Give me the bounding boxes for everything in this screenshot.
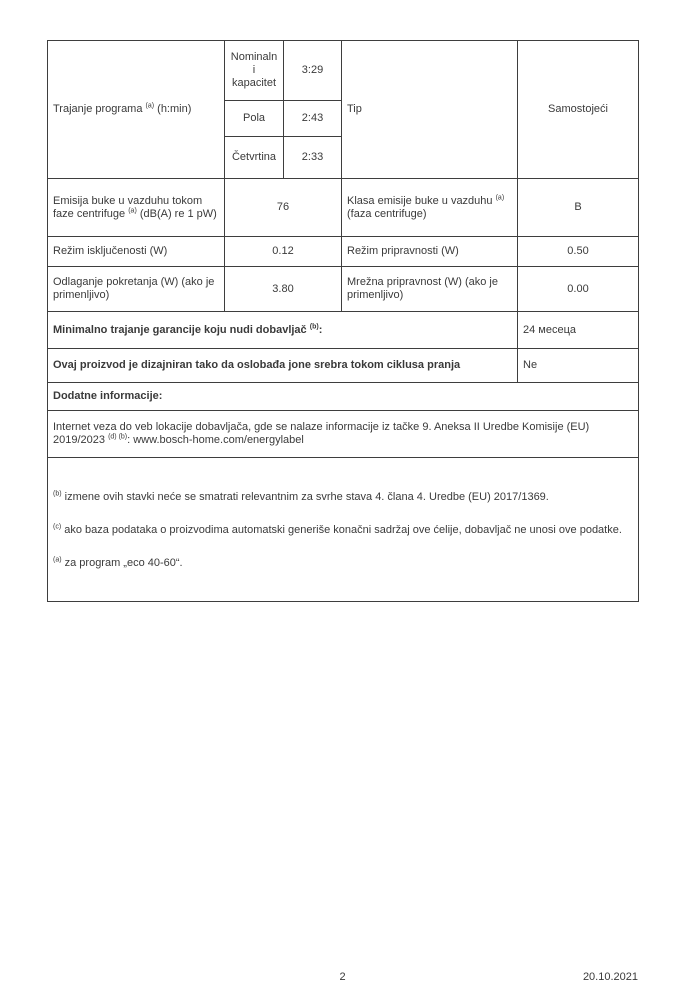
cell-noise-class-value: B [518, 179, 639, 237]
footnote-c [53, 523, 633, 537]
footnote-marker-b: (b) [53, 489, 62, 497]
page-number: 2 [339, 971, 346, 983]
table-row [48, 267, 639, 312]
table-row [48, 179, 639, 237]
footnote-a-text: za program „eco 40-60“. [61, 556, 183, 569]
cell-nominal-capacity-label: Nominalni kapacitet [225, 41, 284, 101]
cell-off-mode-value: 0.12 [225, 237, 342, 267]
internet-link-text: Internet veza do veb lokacije dobavljača, gde se nalaze informacije iz tačke 9. Aneksa II Uredbe Komisije (EU) 2019/2023 [53, 421, 590, 446]
cell-quarter-load-label: Četvrtina [225, 137, 284, 179]
cell-noise-emission-value: 76 [225, 179, 342, 237]
cell-delay-start-label: Odlaganje pokretanja (W) (ako je primenljivo) [48, 267, 225, 312]
footnote-c-text: ako baza podataka o proizvodima automatski generiše konačni sadržaj ove ćelije, dobavljač ne unosi ove podatke. [61, 523, 622, 536]
table-row [48, 458, 639, 602]
noise-emission-unit: (dB(A) re 1 pW) [136, 207, 217, 220]
cell-networked-standby-label: Mrežna pripravnost (W) (ako je primenljivo) [342, 267, 518, 312]
product-fiche-table [47, 40, 639, 602]
cell-silver-ions-label: Ovaj proizvod je dizajniran tako da oslobađa jone srebra tokom ciklusa pranja [48, 349, 518, 383]
footnote-marker-a: (a) [145, 102, 155, 110]
cell-networked-standby-value: 0.00 [518, 267, 639, 312]
table-row [48, 312, 639, 349]
footnote-a [53, 556, 633, 570]
cell-standby-mode-value: 0.50 [518, 237, 639, 267]
cell-guarantee-value: 24 месеца [518, 312, 639, 349]
cell-nominal-capacity-value: 3:29 [284, 41, 342, 101]
cell-noise-class-label [342, 179, 518, 237]
cell-half-load-label: Pola [225, 101, 284, 137]
noise-emission-text: Emisija buke u vazduhu tokom faze centrifuge [53, 194, 203, 220]
table-row [48, 41, 639, 101]
footnote-b [53, 490, 633, 504]
footnote-marker-b: (b) [309, 322, 319, 330]
cell-quarter-load-value: 2:33 [284, 137, 342, 179]
program-duration-text: Trajanje programa [53, 103, 146, 115]
footnote-marker-d-b: (d) (b) [108, 433, 128, 441]
footnote-marker-a: (a) [495, 193, 505, 201]
cell-off-mode-label: Režim isključenosti (W) [48, 237, 225, 267]
cell-half-load-value: 2:43 [284, 101, 342, 137]
cell-internet-link [48, 411, 639, 458]
table-row [48, 383, 639, 411]
cell-standby-mode-label: Režim pripravnosti (W) [342, 237, 518, 267]
footnote-marker-a: (a) [53, 555, 62, 563]
cell-noise-emission-label [48, 179, 225, 237]
cell-additional-info-header: Dodatne informacije: [48, 383, 639, 411]
footnote-marker-a: (a) [128, 206, 137, 214]
table-row [48, 237, 639, 267]
cell-guarantee-label [48, 312, 518, 349]
guarantee-colon: : [318, 323, 323, 336]
footer-date: 20.10.2021 [582, 971, 638, 983]
footnote-b-text: izmene ovih stavki neće se smatrati relevantnim za svrhe stava 4. člana 4. Uredbe (EU) 2017/1369. [61, 490, 549, 503]
cell-delay-start-value: 3.80 [225, 267, 342, 312]
guarantee-text: Minimalno trajanje garancije koju nudi dobavljač [53, 323, 310, 336]
noise-class-text: Klasa emisije buke u vazduhu [347, 194, 496, 207]
cell-silver-ions-value: Ne [518, 349, 639, 383]
noise-class-suffix: (faza centrifuge) [347, 207, 427, 220]
internet-link-url: : www.bosch-home.com/energylabel [127, 434, 304, 446]
table-row [48, 349, 639, 383]
program-duration-unit: (h:min) [154, 103, 192, 115]
cell-type-label: Tip [342, 41, 518, 179]
cell-type-value: Samostojeći [518, 41, 639, 179]
table-row [48, 411, 639, 458]
cell-footnotes [48, 458, 639, 602]
footnote-marker-c: (c) [53, 522, 62, 530]
cell-program-duration-label [48, 41, 225, 179]
